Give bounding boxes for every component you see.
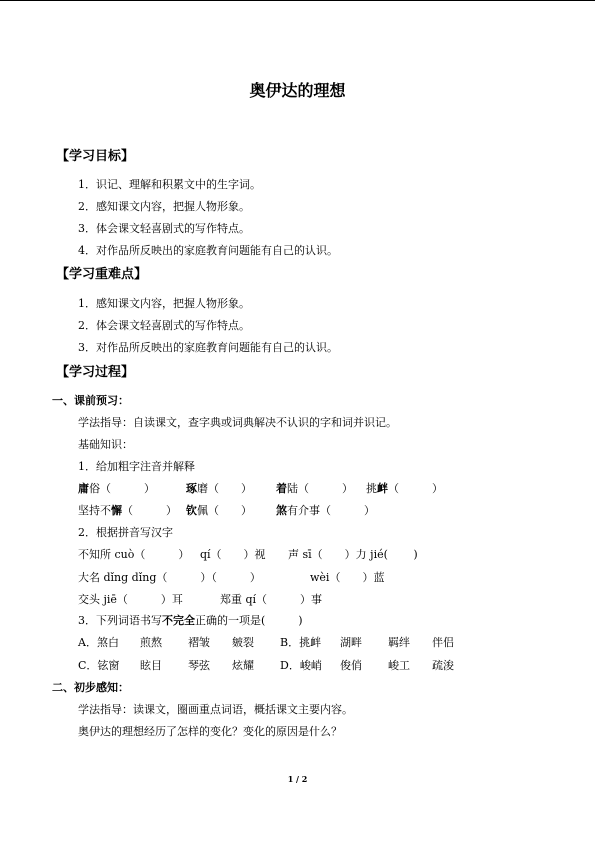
pinyin-item: 庸俗（ ） <box>78 482 155 495</box>
option-word: 羁绊 <box>388 636 410 649</box>
pinyin-item: 煞有介事（ ） <box>276 504 375 517</box>
goal-item: 1．识记、理解和积累文中的生字词。 <box>78 178 261 191</box>
hanzi-item: 郑重 qí（ ）事 <box>220 593 323 606</box>
hanzi-item: 声 sī（ ）力 jié( ) <box>288 548 418 561</box>
option-word: 琴弦 <box>188 659 210 672</box>
initial-perception-heading: 二、初步感知： <box>52 681 129 694</box>
option-word: 褶皱 <box>188 636 210 649</box>
goal-item: 3．体会课文轻喜剧式的写作特点。 <box>78 222 250 235</box>
hanzi-item: qí（ ）视 <box>200 548 266 561</box>
goal-item: 2．感知课文内容，把握人物形象。 <box>78 200 250 213</box>
key-item: 2．体会课文轻喜剧式的写作特点。 <box>78 319 250 332</box>
pinyin-item: 坚持不懈（ ） <box>78 504 177 517</box>
key-points-heading: 【学习重难点】 <box>56 267 148 282</box>
initial-question: 奥伊达的理想经历了怎样的变化？变化的原因是什么？ <box>78 725 342 738</box>
page-title: 奥伊达的理想 <box>249 81 346 100</box>
preview-heading: 一、课前预习： <box>52 394 129 407</box>
question-3: 3．下列词语书写不完全正确的一项是( ) <box>78 614 303 627</box>
initial-guide: 学法指导：读课文，圈画重点词语，概括课文主要内容。 <box>78 703 353 716</box>
top-border <box>0 0 595 1</box>
option-word: 峻工 <box>388 659 410 672</box>
key-item: 1．感知课文内容，把握人物形象。 <box>78 297 250 310</box>
option-word: 伴侣 <box>432 636 454 649</box>
pinyin-item: 钦佩（ ） <box>186 504 252 517</box>
question-1: 1．给加粗字注音并解释 <box>78 460 195 473</box>
option-b: B．挑衅 <box>280 636 322 649</box>
hanzi-item: 大名 dǐng dǐng（ ）（ ） <box>78 571 261 584</box>
option-c: C．铉窗 <box>78 659 120 672</box>
question-2: 2．根据拼音写汉字 <box>78 526 173 539</box>
option-word: 俊俏 <box>340 659 362 672</box>
pinyin-item: 琢磨（ ） <box>186 482 252 495</box>
basic-knowledge-label: 基础知识： <box>78 438 133 451</box>
hanzi-item: 不知所 cuò（ ） <box>78 548 190 561</box>
hanzi-item: 交头 jiē（ ）耳 <box>78 593 183 606</box>
preview-guide: 学法指导：自读课文，查字典或词典解决不认识的字和词并识记。 <box>78 416 397 429</box>
option-word: 炫耀 <box>232 659 254 672</box>
option-word: 眩目 <box>140 659 162 672</box>
process-heading: 【学习过程】 <box>56 365 135 380</box>
hanzi-item: wèi（ ）蓝 <box>310 571 385 584</box>
option-word: 皴裂 <box>232 636 254 649</box>
key-item: 3．对作品所反映出的家庭教育问题能有自己的认识。 <box>78 341 338 354</box>
option-word: 疏浚 <box>432 659 454 672</box>
option-a: A．煞白 <box>78 636 119 649</box>
page-number: 1 / 2 <box>287 774 308 784</box>
option-word: 煎熬 <box>140 636 162 649</box>
goals-heading: 【学习目标】 <box>56 149 135 164</box>
pinyin-item: 着陆（ ） <box>276 482 353 495</box>
option-word: 湖畔 <box>340 636 362 649</box>
pinyin-item: 挑衅（ ） <box>366 482 443 495</box>
goal-item: 4．对作品所反映出的家庭教育问题能有自己的认识。 <box>78 244 338 257</box>
option-d: D．峻峭 <box>280 659 322 672</box>
